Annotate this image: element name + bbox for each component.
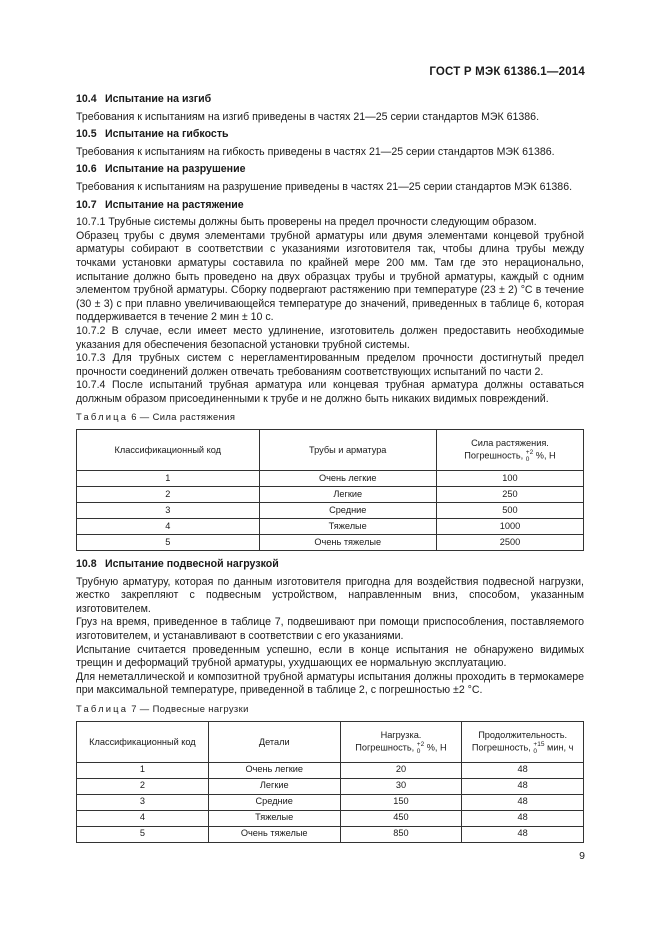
tolerance-upper: +2: [525, 449, 534, 457]
column-header-code: Классификационный код: [77, 430, 260, 471]
cell-code: 3: [77, 503, 260, 519]
table-6: [76, 429, 584, 551]
section-heading-10-4: [76, 93, 584, 107]
table-header-row: [77, 430, 584, 471]
cell-details: Средние: [208, 794, 340, 810]
cell-force: 1000: [436, 519, 583, 535]
table-row: [77, 503, 584, 519]
header-line: Продолжительность.: [478, 729, 568, 740]
section-title: Испытание на разрушение: [104, 163, 246, 176]
section-title: Испытание подвесной нагрузкой: [104, 558, 279, 571]
header-unit: мин, ч: [547, 742, 574, 753]
header-unit: %, Н: [535, 450, 556, 461]
tolerance: [533, 741, 544, 755]
section-heading-10-5: [76, 128, 584, 142]
cell-load: 20: [340, 762, 462, 778]
cell-type: Очень легкие: [259, 471, 436, 487]
cell-duration: 48: [462, 778, 584, 794]
cell-load: 850: [340, 826, 462, 842]
cell-code: 1: [77, 471, 260, 487]
column-header-force: [436, 430, 583, 471]
standard-header: ГОСТ Р МЭК 61386.1—2014: [429, 66, 585, 78]
cell-code: 1: [77, 762, 209, 778]
section-number: 10.4: [76, 93, 97, 105]
paragraph-10-7-4: 10.7.4 После испытаний трубная арматура или концевая трубная арматура должны оставаться должным образом присоединенными к трубе и не должно быть никаких видимых повреждений.: [76, 379, 584, 405]
cell-load: 30: [340, 778, 462, 794]
tolerance: [417, 741, 424, 755]
cell-code: 5: [77, 535, 260, 551]
table-row: [77, 794, 584, 810]
section-heading-10-8: [76, 558, 584, 572]
cell-type: Тяжелые: [259, 519, 436, 535]
column-header-duration: [462, 721, 584, 762]
section-text-10-4: Требования к испытаниям на изгиб приведены в частях 21—25 серии стандартов МЭК 61386.: [76, 110, 540, 123]
section-heading-10-7: [76, 199, 584, 213]
section-heading-10-6: [76, 163, 584, 177]
cell-force: 500: [436, 503, 583, 519]
paragraph-10-8-3: Испытание считается проведенным успешно, если в конце испытания не обнаружено видимых трещин и деформаций трубной арматуры, ухудшающих ее нормальную эксплуатацию.: [76, 643, 584, 670]
paragraph-10-7-3: 10.7.3 Для трубных систем с нерегламентированным пределом прочности достигнутый предел прочности соединений должен отвечать требованиям соответствующих испытаний по части 2.: [76, 352, 584, 378]
cell-type: Легкие: [259, 487, 436, 503]
table-row: [77, 826, 584, 842]
cell-details: Очень тяжелые: [208, 826, 340, 842]
cell-code: 5: [77, 826, 209, 842]
table-caption-text: 6 — Сила растяжения: [131, 411, 236, 423]
cell-force: 100: [436, 471, 583, 487]
section-number: 10.8: [76, 558, 97, 571]
tolerance: [526, 449, 533, 463]
column-header-code: Классификационный код: [77, 721, 209, 762]
paragraph-10-7-1: 10.7.1 Трубные системы должны быть проверены на предел прочности следующим образом.: [76, 216, 537, 229]
section-number: 10.6: [76, 163, 97, 176]
header-line: Погрешность,: [464, 450, 524, 461]
section-title: Испытание на растяжение: [104, 198, 244, 211]
cell-details: Очень легкие: [208, 762, 340, 778]
cell-load: 150: [340, 794, 462, 810]
table-caption-text: 7 — Подвесные нагрузки: [131, 703, 249, 714]
paragraph-10-8-1: Трубную арматуру, которая по данным изготовителя пригодна для воздействия подвесной нагрузки, жестко закрепляют с подвесным устройством, направленным вниз, способом, указанным изготовителем.: [76, 575, 584, 615]
tolerance-lower: 0: [533, 747, 538, 755]
section-title: Испытание на изгиб: [104, 93, 212, 105]
table-row: [77, 519, 584, 535]
cell-code: 2: [77, 778, 209, 794]
cell-duration: 48: [462, 794, 584, 810]
table-6-caption: [76, 410, 584, 424]
section-title: Испытание на гибкость: [104, 128, 229, 141]
page-number: 9: [579, 850, 585, 862]
cell-code: 3: [77, 794, 209, 810]
cell-type: Очень тяжелые: [259, 535, 436, 551]
column-header-load: [340, 721, 462, 762]
paragraph-10-7-2: 10.7.2 В случае, если имеет место удлинение, изготовитель должен предоставить необходимые указания для обеспечения безопасной установки трубной системы.: [76, 324, 584, 351]
tolerance-lower: 0: [525, 456, 530, 464]
cell-code: 4: [77, 810, 209, 826]
table-row: [77, 762, 584, 778]
tolerance-upper: +2: [416, 740, 425, 748]
column-header-details: Детали: [208, 721, 340, 762]
header-line: Сила растяжения.: [471, 438, 549, 449]
cell-force: 250: [436, 487, 583, 503]
paragraph-10-8-2: Груз на время, приведенное в таблице 7, подвешивают при помощи приспособления, поставляемого изготовителем, и устанавливают в соответствии с его указаниями.: [76, 616, 584, 643]
cell-duration: 48: [462, 810, 584, 826]
cell-type: Средние: [259, 503, 436, 519]
table-word: Таблица: [76, 703, 129, 714]
header-line: Погрешность,: [355, 742, 415, 753]
cell-code: 2: [77, 487, 260, 503]
section-number: 10.7: [76, 198, 97, 211]
cell-load: 450: [340, 810, 462, 826]
section-text-10-6: Требования к испытаниям на разрушение приведены в частях 21—25 серии стандартов МЭК 61386.: [76, 180, 573, 193]
table-row: [77, 810, 584, 826]
table-7-caption: [76, 702, 584, 716]
cell-duration: 48: [462, 762, 584, 778]
tolerance-lower: 0: [416, 747, 421, 755]
cell-details: Легкие: [208, 778, 340, 794]
section-text-10-5: Требования к испытаниям на гибкость приведены в частях 21—25 серии стандартов МЭК 61386.: [76, 145, 555, 158]
paragraph-10-7-1-body: Образец трубы с двумя элементами трубной арматуры или двумя элементами концевой трубной арматуры собирают в соответствии с указаниями изготовителя так, чтобы длина трубы между точками установки арматуры составила по крайней мере 200 мм. Там где это нерационально, испытание должно быть проведено на двух образцах трубы и трубной арматуры, каждый с одним элементом трубной арматуры. Сборку подвергают растяжению при температуре (23 ± 2) °С в течение (30 ± 3) с при плавно увеличивающейся температуре до значений, приведенных в таблице 6, которая поддерживается в течение 2 мин ± 10 с.: [76, 229, 584, 324]
page-content: [76, 93, 584, 843]
tolerance-upper: +15: [533, 740, 545, 748]
table-row: [77, 487, 584, 503]
section-number: 10.5: [76, 128, 97, 141]
paragraph-10-8-4: Для неметаллической и композитной трубной арматуры испытания должны проходить в термокамере при максимальной температуре, приведенной в таблице 2, с погрешностью ±2 °С.: [76, 670, 584, 697]
column-header-pipes: Трубы и арматура: [259, 430, 436, 471]
table-header-row: [77, 721, 584, 762]
cell-code: 4: [77, 519, 260, 535]
header-unit: %, Н: [426, 742, 447, 753]
header-line: Нагрузка.: [380, 729, 422, 740]
table-row: [77, 471, 584, 487]
cell-force: 2500: [436, 535, 583, 551]
header-line: Погрешность,: [471, 742, 531, 753]
table-word: Таблица: [76, 411, 129, 423]
table-row: [77, 778, 584, 794]
cell-duration: 48: [462, 826, 584, 842]
table-7: [76, 721, 584, 843]
cell-details: Тяжелые: [208, 810, 340, 826]
table-row: [77, 535, 584, 551]
